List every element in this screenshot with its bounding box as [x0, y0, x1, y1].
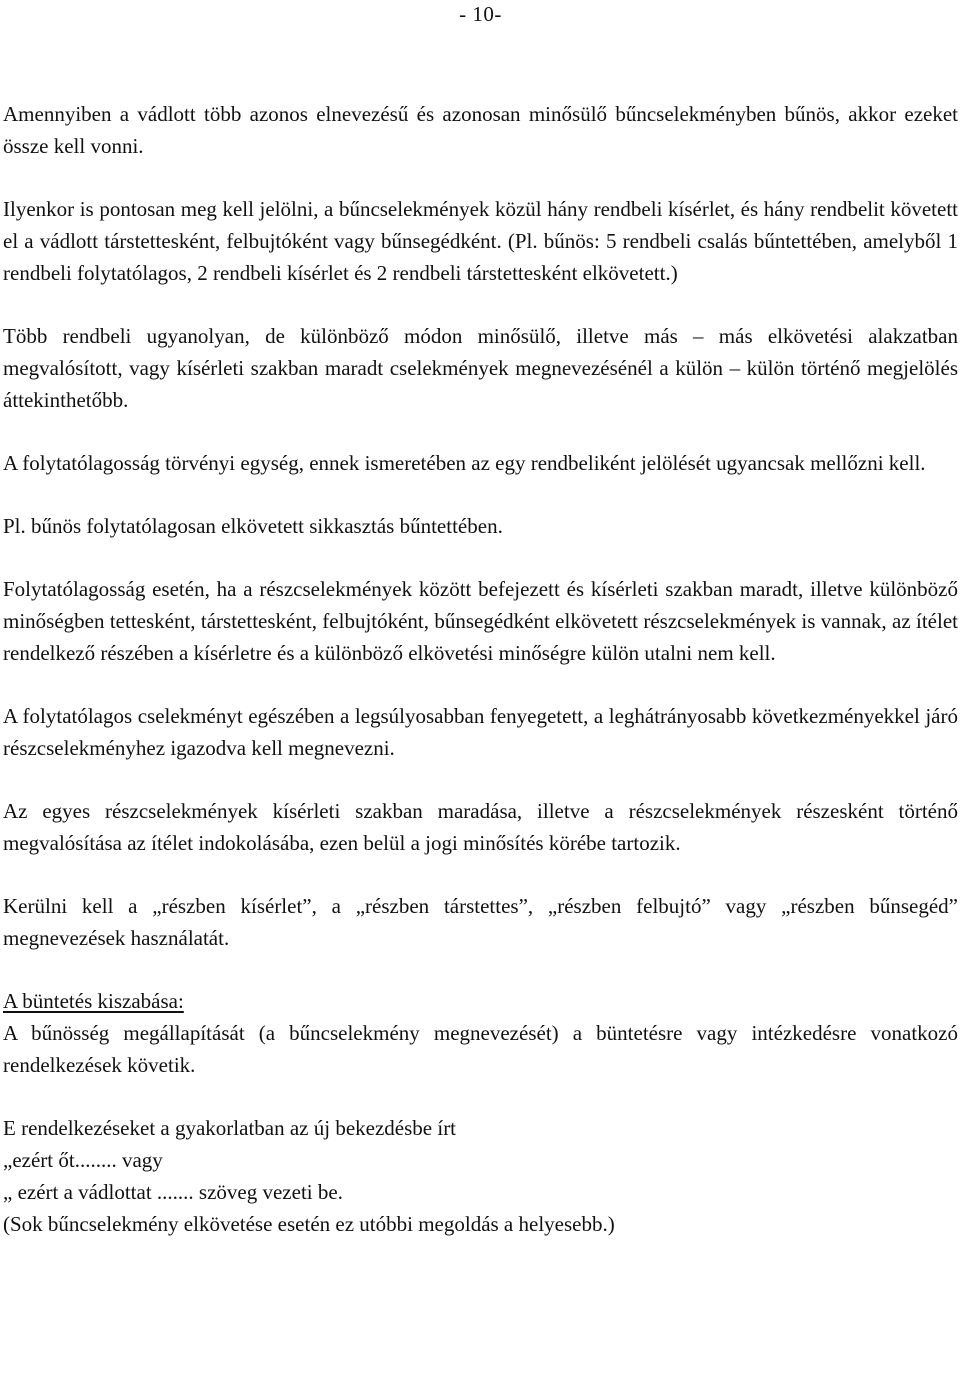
- paragraph-separate-designation: Több rendbeli ugyanolyan, de különböző módon minősülő, illetve más – más elkövetési alakzatban megvalósított, vagy kísérleti szakban maradt cselekmények megnevezésénél a külön – külön történő megjelölés áttekinthetőbb.: [3, 324, 958, 412]
- paragraph-avoid-terms: Kerülni kell a „részben kísérlet”, a „részben társtettes”, „részben felbujtó” vagy „részben bűnsegéd” megnevezések használatát.: [3, 894, 958, 950]
- intro-line-4: (Sok bűncselekmény elkövetése esetén ez utóbbi megoldás a helyesebb.): [3, 1212, 615, 1236]
- section-heading-sentencing: A büntetés kiszabása:: [3, 989, 184, 1013]
- paragraph-legal-qualification: Az egyes részcselekmények kísérleti szakban maradása, illetve a részcselekmények részesként történő megvalósítása az ítélet indokolásába, ezen belül a jogi minősítés körébe tartozik.: [3, 799, 958, 855]
- page-number: - 10-: [459, 2, 502, 26]
- paragraph-sentencing-provisions: A bűnösség megállapítását (a bűncselekmény megnevezését) a büntetésre vagy intézkedésre vonatkozó rendelkezések követik.: [3, 1021, 958, 1077]
- intro-line-1: E rendelkezéseket a gyakorlatban az új bekezdésbe írt: [3, 1116, 457, 1140]
- paragraph-most-severe: A folytatólagos cselekményt egészében a legsúlyosabban fenyegetett, a leghátrányosabb következményekkel járó részcselekményhez igazodva kell megnevezni.: [3, 704, 958, 760]
- paragraph-continuity-attempt: Folytatólagosság esetén, ha a részcselekmények között befejezett és kísérleti szakban maradt, illetve különböző minőségben tettesként, társtettesként, felbujtóként, bűnsegédként elkövetett részcselekmények is vannak, az ítélet rendelkező részében a kísérletre és a különböző elkövetési minőségre külön utalni nem kell.: [3, 577, 958, 665]
- paragraph-example-embezzlement: Pl. bűnös folytatólagosan elkövetett sikkasztás bűntettében.: [3, 514, 503, 538]
- paragraph-introductory-text: [3, 1112, 958, 1240]
- intro-line-3: „ ezért a vádlottat ....... szöveg vezeti be.: [3, 1180, 343, 1204]
- paragraph-continuity-unity: A folytatólagosság törvényi egység, ennek ismeretében az egy rendbeliként jelölését ugyancsak mellőzni kell.: [3, 451, 926, 475]
- paragraph-merge-offenses: Amennyiben a vádlott több azonos elnevezésű és azonosan minősülő bűncselekményben bűnös, akkor ezeket össze kell vonni.: [3, 102, 958, 158]
- paragraph-designation-details: Ilyenkor is pontosan meg kell jelölni, a bűncselekmények közül hány rendbeli kísérlet, és hány rendbelit követett el a vádlott társtettesként, felbujtóként vagy bűnsegédként. (Pl. bűnös: 5 rendbeli csalás bűntettében, amelyből 1 rendbeli folytatólagos, 2 rendbeli kísérlet és 2 rendbeli társtettesként elkövetett.): [3, 197, 958, 285]
- intro-line-2: „ezért őt........ vagy: [3, 1148, 163, 1172]
